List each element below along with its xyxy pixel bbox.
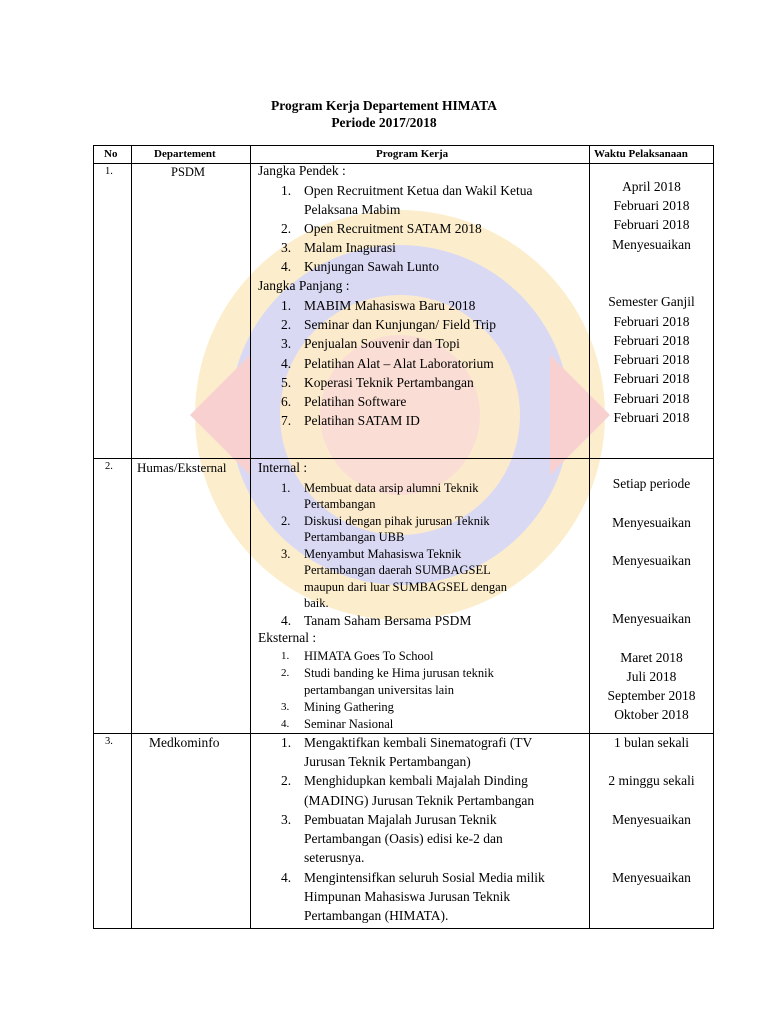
item-number: 4.	[281, 718, 290, 730]
waktu-cell: 2 minggu sekali	[608, 773, 695, 788]
row-departement: PSDM	[171, 165, 206, 179]
item-text: Kunjungan Sawah Lunto	[304, 259, 439, 274]
item-text: Pertambangan UBB	[304, 530, 405, 544]
item-text: Open Recruitment Ketua dan Wakil Ketua	[304, 183, 533, 198]
item-number: 2.	[281, 773, 292, 788]
waktu-cell: Februari 2018	[613, 217, 690, 232]
item-number: 5.	[281, 375, 292, 390]
waktu-cell: April 2018	[622, 179, 681, 194]
waktu-cell: 1 bulan sekali	[614, 735, 689, 750]
item-text: Menyambut Mahasiswa Teknik	[304, 547, 462, 561]
item-text: Studi banding ke Hima jurusan teknik	[304, 666, 494, 680]
item-text: Menghidupkan kembali Majalah Dinding	[304, 773, 528, 788]
header-waktu: Waktu Pelaksanaan	[594, 148, 688, 160]
row-no: 3.	[105, 736, 113, 747]
item-number: 1.	[281, 183, 292, 198]
waktu-cell: Maret 2018	[620, 650, 683, 665]
item-text: Open Recruitment SATAM 2018	[304, 221, 482, 236]
item-text: Seminar Nasional	[304, 717, 394, 731]
item-number: 3.	[281, 547, 291, 561]
waktu-cell: September 2018	[607, 688, 696, 703]
section-label: Jangka Pendek :	[258, 163, 346, 178]
waktu-cell: Februari 2018	[613, 391, 690, 406]
item-number: 2.	[281, 221, 292, 236]
section-label: Internal :	[258, 460, 308, 475]
item-text: Pertambangan daerah SUMBAGSEL	[304, 563, 491, 577]
item-number: 1.	[281, 650, 290, 662]
waktu-cell: Menyesuaikan	[612, 812, 691, 827]
item-text: HIMATA Goes To School	[304, 649, 434, 663]
item-text: Penjualan Souvenir dan Topi	[304, 336, 460, 351]
item-text: maupun dari luar SUMBAGSEL dengan	[304, 580, 507, 594]
item-text: Membuat data arsip alumni Teknik	[304, 481, 479, 495]
item-number: 3.	[281, 812, 292, 827]
item-text: Pertambangan	[304, 497, 376, 511]
row-departement: Humas/Eksternal	[137, 460, 227, 475]
header-departement: Departement	[154, 148, 216, 160]
waktu-cell: Juli 2018	[626, 669, 677, 684]
item-number: 4.	[281, 259, 292, 274]
item-text: baik.	[304, 596, 329, 610]
item-number: 4.	[281, 870, 292, 885]
waktu-cell: Februari 2018	[613, 410, 690, 425]
waktu-cell: Menyesuaikan	[612, 870, 691, 885]
item-number: 1.	[281, 298, 292, 313]
item-text: Tanam Saham Bersama PSDM	[304, 613, 472, 628]
item-number: 4.	[281, 613, 292, 628]
item-number: 2.	[281, 317, 292, 332]
item-text: Pelaksana Mabim	[304, 202, 401, 217]
item-text: Pertambangan (Oasis) edisi ke-2 dan	[304, 831, 503, 846]
row-no: 1.	[105, 166, 113, 177]
item-number: 2.	[281, 514, 291, 528]
page-subtitle: Periode 2017/2018	[331, 115, 437, 130]
page-title: Program Kerja Departement HIMATA	[270, 98, 498, 113]
section-label: Eksternal :	[258, 630, 317, 645]
section-label: Jangka Panjang :	[258, 278, 350, 293]
item-text: Mengaktifkan kembali Sinematografi (TV	[304, 735, 533, 750]
item-text: Malam Inagurasi	[304, 240, 396, 255]
header-no: No	[104, 148, 118, 160]
item-text: Pelatihan SATAM ID	[304, 413, 420, 428]
item-text: seterusnya.	[304, 850, 365, 865]
waktu-cell: Menyesuaikan	[612, 553, 691, 568]
row-departement: Medkominfo	[149, 735, 220, 750]
waktu-cell: Oktober 2018	[614, 707, 689, 722]
item-text: Koperasi Teknik Pertambangan	[304, 375, 474, 390]
waktu-cell: Menyesuaikan	[612, 611, 691, 626]
item-number: 3.	[281, 240, 292, 255]
row-no: 2.	[105, 461, 113, 472]
item-text: Seminar dan Kunjungan/ Field Trip	[304, 317, 496, 332]
item-text: Pembuatan Majalah Jurusan Teknik	[304, 812, 497, 827]
item-text: Pertambangan (HIMATA).	[304, 908, 449, 923]
item-text: pertambangan universitas lain	[304, 683, 454, 697]
item-text: Diskusi dengan pihak jurusan Teknik	[304, 514, 490, 528]
item-number: 1.	[281, 481, 291, 495]
item-number: 3.	[281, 336, 292, 351]
item-number: 6.	[281, 394, 292, 409]
item-number: 2.	[281, 667, 290, 679]
item-number: 7.	[281, 413, 292, 428]
item-text: (MADING) Jurusan Teknik Pertambangan	[304, 793, 535, 808]
header-program: Program Kerja	[376, 148, 449, 160]
item-number: 1.	[281, 735, 292, 750]
waktu-cell: Semester Ganjil	[608, 294, 695, 309]
item-text: Pelatihan Alat – Alat Laboratorium	[304, 356, 494, 371]
waktu-cell: Februari 2018	[613, 198, 690, 213]
item-text: Himpunan Mahasiswa Jurusan Teknik	[304, 889, 511, 904]
item-text: MABIM Mahasiswa Baru 2018	[304, 298, 476, 313]
waktu-cell: Februari 2018	[613, 371, 690, 386]
item-text: Pelatihan Software	[304, 394, 407, 409]
waktu-cell: Februari 2018	[613, 333, 690, 348]
waktu-cell: Februari 2018	[613, 314, 690, 329]
waktu-cell: Setiap periode	[612, 476, 691, 491]
waktu-cell: Februari 2018	[613, 352, 690, 367]
waktu-cell: Menyesuaikan	[612, 237, 691, 252]
item-text: Mining Gathering	[304, 700, 394, 714]
item-number: 4.	[281, 356, 292, 371]
item-text: Jurusan Teknik Pertambangan)	[304, 754, 471, 769]
item-text: Mengintensifkan seluruh Sosial Media milik	[304, 870, 545, 885]
waktu-cell: Menyesuaikan	[612, 515, 691, 530]
item-number: 3.	[281, 701, 290, 713]
